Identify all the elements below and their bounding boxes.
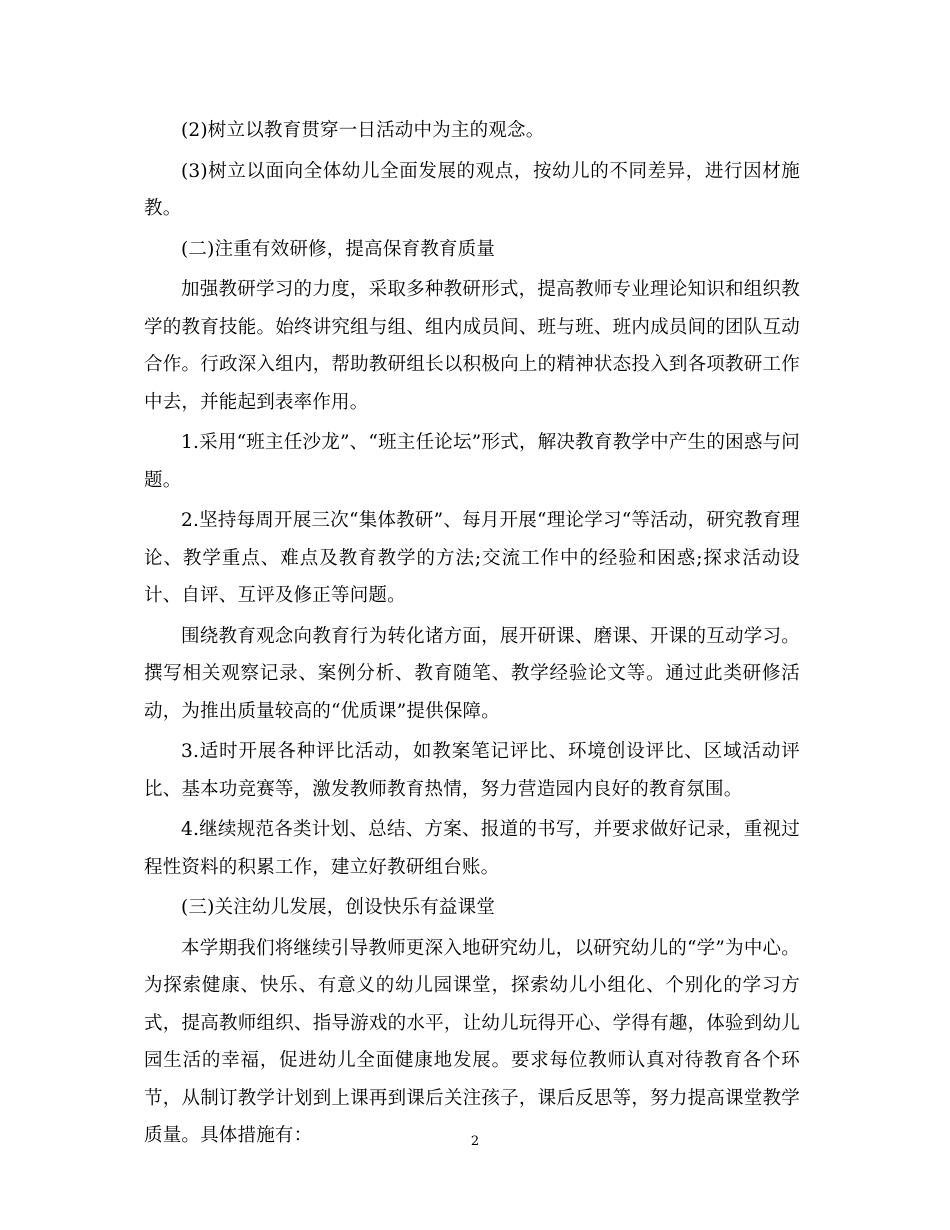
list-item: 1.采用“班主任沙龙”、“班主任论坛”形式，解决教育教学中产生的困惑与问题。	[144, 432, 800, 491]
list-item: 2.坚持每周开展三次“集体教研”、每月开展“理论学习“等活动，研究教育理论、教学重点、难点及教育教学的方法;交流工作中的经验和困惑;探求活动设计、自评、互评及修正等问题。	[144, 510, 800, 606]
section-heading: (三)关注幼儿发展，创设快乐有益课堂	[181, 897, 496, 918]
paragraph: (3)树立以面向全体幼儿全面发展的观点，按幼儿的不同差异，进行因材施教。	[144, 160, 800, 219]
list-item: 3.适时开展各种评比活动，如教案笔记评比、环境创设评比、区域活动评比、基本功竞赛等，激发教师教育热情，努力营造园内良好的教育氛围。	[144, 741, 800, 800]
paragraph: 围绕教育观念向教育行为转化诸方面，展开研课、磨课、开课的互动学习。撰写相关观察记录、案例分析、教育随笔、教学经验论文等。通过此类研修活动，为推出质量较高的“优质课”提供保障。	[144, 625, 800, 722]
page-number: 2	[470, 1134, 480, 1149]
paragraph: 加强教研学习的力度，采取多种教研形式，提高教师专业理论知识和组织教学的教育技能。始终讲究组与组、组内成员间、班与班、班内成员间的团队互动合作。行政深入组内，帮助教研组长以积极向上的精神状态投入到各项教研工作中去，并能起到表率作用。	[144, 279, 800, 413]
section-heading: (二)注重有效研修，提高保育教育质量	[181, 238, 496, 260]
list-item: 4.继续规范各类计划、总结、方案、报道的书写，并要求做好记录，重视过程性资料的积累工作，建立好教研组台账。	[144, 819, 800, 878]
document-body	[144, 112, 800, 1158]
paragraph: 本学期我们将继续引导教师更深入地研究幼儿，以研究幼儿的“学”为中心。为探索健康、快乐、有意义的幼儿园课堂，探索幼儿小组化、个别化的学习方式，提高教师组织、指导游戏的水平，让幼儿玩得开心、学得有趣，体验到幼儿园生活的幸福，促进幼儿全面健康地发展。要求每位教师认真对待教育各个环节，从制订教学计划到上课再到课后关注孩子，课后反思等，努力提高课堂教学质量。具体措施有：	[144, 937, 800, 1146]
paragraph: (2)树立以教育贯穿一日活动中为主的观念。	[181, 120, 545, 141]
